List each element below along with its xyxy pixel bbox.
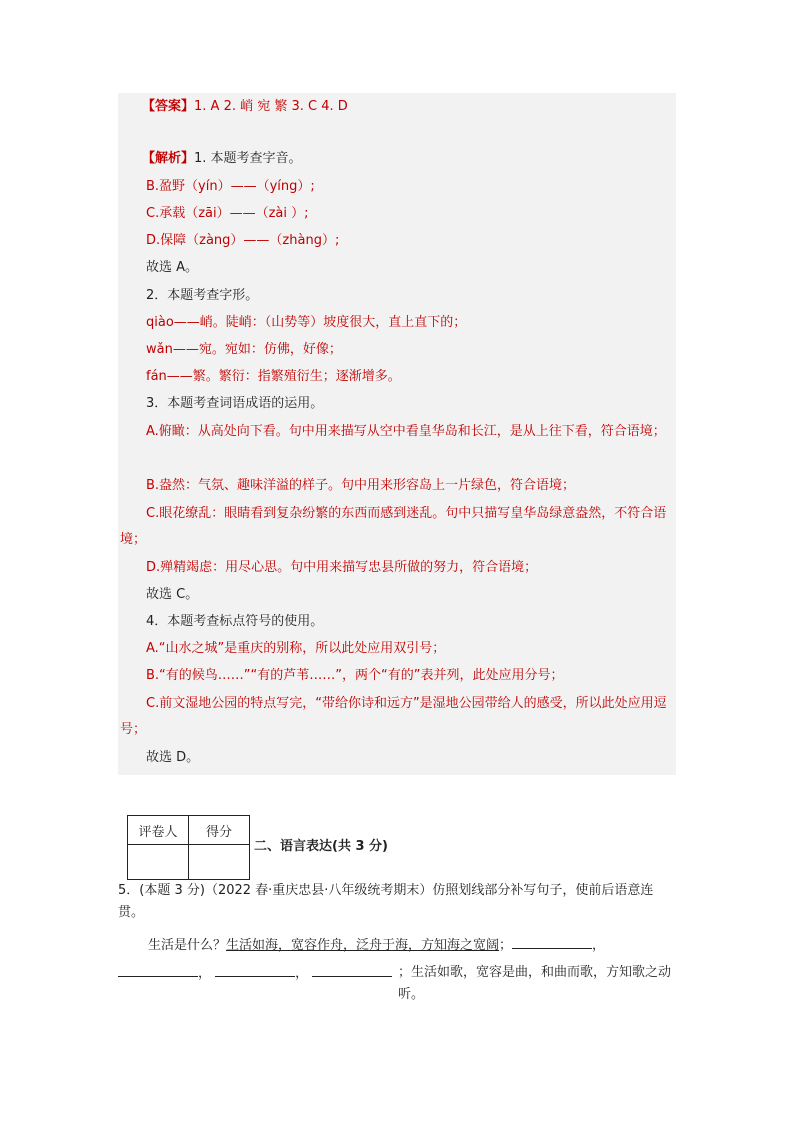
score-header: 得分	[189, 816, 250, 845]
reviewer-cell	[128, 845, 189, 880]
answer-blank-1[interactable]	[512, 934, 592, 949]
answer-blank-3[interactable]	[215, 962, 295, 977]
score-cell	[189, 845, 250, 880]
answer-blank-2[interactable]	[118, 962, 198, 977]
analysis-q4-b: B.“有的候鸟……”“有的芦苇……”，两个“有的”表并列，此处应用分号；	[146, 668, 564, 683]
question5-comma-3: ，	[295, 966, 309, 981]
question5-comma-1: ，	[592, 938, 606, 953]
answer-analysis-panel	[118, 93, 676, 775]
score-table	[127, 815, 250, 880]
analysis-q1-b: B.盈野（yín）——（yíng）;	[146, 179, 315, 194]
question5-tail: ；生活如歌，宽容是曲，和曲而歌，方知歌之动听。	[398, 965, 672, 1002]
answer-tag: 【答案】	[142, 99, 195, 114]
analysis-q2-c: fán——繁。繁衍：指繁殖衍生；逐渐增多。	[146, 369, 401, 384]
question5-sep: ；	[499, 938, 513, 953]
question5-line1	[148, 934, 605, 957]
analysis-q3-b: B.盎然：气氛、趣味洋溢的样子。句中用来形容岛上一片绿色，符合语境；	[146, 478, 576, 493]
analysis-q3-choose: 故选 C。	[146, 587, 199, 602]
question5-underlined: 生活如海，宽容作舟，泛舟于海，方知海之宽阔	[226, 938, 500, 953]
analysis-q1-c: C.承载（zāi）——（zài ）;	[146, 206, 309, 221]
analysis-q2-a: qiào——峭。陡峭：（山势等）坡度很大，直上直下的；	[146, 315, 467, 330]
reviewer-header: 评卷人	[128, 816, 189, 845]
analysis-q3-title: 3．本题考查词语成语的运用。	[146, 396, 324, 411]
question5-comma-2: ，	[198, 966, 212, 981]
analysis-q1-choose: 故选 A。	[146, 260, 199, 275]
question5-lead: 生活是什么？	[148, 938, 227, 953]
analysis-q4-a: A.“山水之城”是重庆的别称，所以此处应用双引号；	[146, 641, 446, 656]
analysis-q4-title: 4．本题考查标点符号的使用。	[146, 614, 324, 629]
analysis-q3-c: C.眼花缭乱：眼睛看到复杂纷繁的东西而感到迷乱。句中只描写皇华岛绿意盎然，不符合语境；	[120, 506, 667, 547]
answer-blank-4[interactable]	[312, 962, 392, 977]
question5-prompt: 5．(本题 3 分)（2022 春·重庆忠县·八年级统考期末）仿照划线部分补写句子，使前后语意连贯。	[118, 883, 654, 920]
analysis-tag: 【解析】	[142, 151, 195, 166]
analysis-q2-b: wǎn——宛。宛如：仿佛，好像；	[146, 342, 342, 357]
analysis-q1-d: D.保障（zàng）——（zhàng）;	[146, 233, 340, 248]
analysis-q2-title: 2．本题考查字形。	[146, 288, 259, 303]
answer-line	[142, 99, 348, 115]
answer-text: 1. A 2. 峭 宛 繁 3. C 4. D	[194, 99, 348, 114]
analysis-q1-title	[142, 151, 302, 167]
analysis-q3-d: D.殚精竭虑：用尽心思。句中用来描写忠县所做的努力，符合语境；	[146, 560, 538, 575]
analysis-q4-choose: 故选 D。	[146, 750, 200, 765]
analysis-q4-c: C.前文湿地公园的特点写完，“带给你诗和远方”是湿地公园带给人的感受，所以此处应用逗号；	[120, 696, 667, 737]
section-title: 二、语言表达(共 3 分)	[254, 839, 388, 854]
question5-line2	[118, 962, 392, 985]
analysis-q1-title-text: 1. 本题考查字音。	[194, 151, 302, 166]
analysis-q3-a: A.俯瞰：从高处向下看。句中用来描写从空中看皇华岛和长江，是从上往下看，符合语境；	[146, 424, 666, 439]
